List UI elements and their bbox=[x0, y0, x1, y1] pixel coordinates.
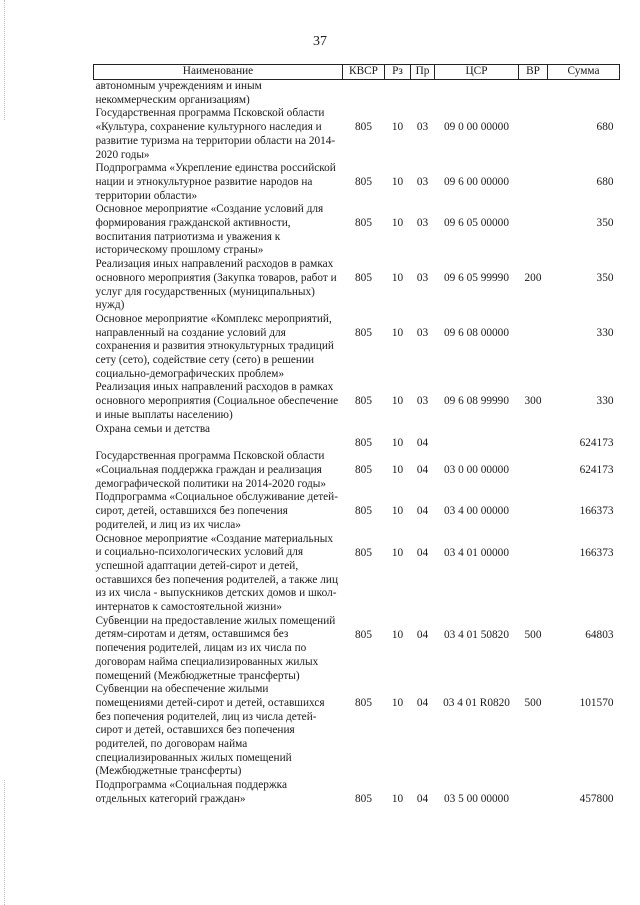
row-sum-cell: 624173 bbox=[579, 436, 614, 449]
row-pr-cell: 03 bbox=[416, 326, 429, 339]
row-sum-cell: 166373 bbox=[579, 505, 614, 518]
row-vr-cell: 500 bbox=[524, 628, 542, 641]
row-rz-cell: 10 bbox=[391, 436, 404, 449]
row-pr-cell: 04 bbox=[416, 697, 429, 710]
row-rz-cell: 10 bbox=[391, 272, 404, 285]
table-row bbox=[94, 313, 620, 382]
row-vr-cell: 500 bbox=[524, 697, 542, 710]
table-row bbox=[94, 450, 620, 491]
row-sum-cell bbox=[548, 80, 620, 108]
row-sum-cell: 330 bbox=[596, 395, 614, 408]
row-csr-cell: 09 6 05 00000 bbox=[444, 217, 509, 230]
row-name-cell: Реализация иных направлений расходов в рамках основного мероприятия (Социальное обеспечение и иные выплаты населению) bbox=[95, 381, 339, 421]
table-row bbox=[94, 107, 620, 162]
row-kvsr-cell: 805 bbox=[355, 272, 372, 285]
table-row bbox=[94, 533, 620, 615]
row-pr-cell: 03 bbox=[416, 176, 429, 189]
row-kvsr-cell: 805 bbox=[355, 217, 372, 230]
table-header-row bbox=[94, 65, 620, 80]
row-vr-cell: 200 bbox=[524, 272, 542, 285]
row-kvsr-cell: 805 bbox=[355, 121, 372, 134]
header-sum: Сумма bbox=[548, 65, 620, 80]
row-csr-cell: 03 0 00 00000 bbox=[444, 464, 509, 477]
header-csr: ЦСР bbox=[435, 65, 519, 80]
table-row bbox=[94, 80, 620, 108]
row-sum-cell: 350 bbox=[596, 272, 614, 285]
row-csr-cell: 09 6 05 99990 bbox=[444, 272, 509, 285]
row-csr-cell: 03 5 00 00000 bbox=[444, 793, 509, 806]
row-name-cell: Основное мероприятие «Создание условий для формирования гражданской активности, воспитания патриотизма и уважения к историческому прошлому страны» bbox=[95, 203, 324, 257]
row-kvsr-cell: 805 bbox=[355, 326, 372, 339]
row-vr-cell bbox=[519, 107, 548, 162]
page-number: 37 bbox=[313, 34, 327, 49]
row-sum-cell: 64803 bbox=[585, 628, 614, 641]
row-rz-cell: 10 bbox=[391, 793, 404, 806]
row-rz-cell: 10 bbox=[391, 121, 404, 134]
row-pr-cell: 04 bbox=[416, 464, 429, 477]
row-csr-cell bbox=[435, 80, 519, 108]
row-csr-cell: 09 0 00 00000 bbox=[444, 121, 509, 134]
row-vr-cell bbox=[519, 423, 548, 451]
row-rz-cell: 10 bbox=[391, 505, 404, 518]
row-pr-cell: 04 bbox=[416, 436, 429, 449]
row-name-cell: Охрана семьи и детства bbox=[95, 422, 211, 435]
row-pr-cell: 03 bbox=[416, 121, 429, 134]
row-name-cell: Реализация иных направлений расходов в рамках основного мероприятия (Закупка товаров, работ и услуг для государственных (муниципальных) нужд) bbox=[95, 258, 337, 312]
table-row bbox=[94, 491, 620, 532]
table-row bbox=[94, 258, 620, 313]
table-row bbox=[94, 615, 620, 684]
table-row bbox=[94, 162, 620, 203]
row-sum-cell: 457800 bbox=[579, 793, 614, 806]
row-kvsr-cell: 805 bbox=[355, 436, 372, 449]
row-rz-cell: 10 bbox=[391, 395, 404, 408]
row-csr-cell bbox=[435, 423, 519, 451]
row-vr-cell bbox=[519, 80, 548, 108]
row-sum-cell: 350 bbox=[596, 217, 614, 230]
header-vr: ВР bbox=[519, 65, 548, 80]
row-rz-cell: 10 bbox=[391, 217, 404, 230]
row-rz-cell: 10 bbox=[391, 176, 404, 189]
row-kvsr-cell: 805 bbox=[355, 395, 372, 408]
row-vr-cell bbox=[519, 313, 548, 382]
header-name: Наименование bbox=[94, 65, 343, 80]
table-row bbox=[94, 779, 620, 807]
row-kvsr-cell: 805 bbox=[355, 697, 372, 710]
row-rz-cell bbox=[385, 80, 411, 108]
row-kvsr-cell: 805 bbox=[355, 628, 372, 641]
row-name-cell: Подпрограмма «Укрепление единства российской нации и этнокультурное развитие народов на территории области» bbox=[95, 162, 336, 202]
row-rz-cell: 10 bbox=[391, 546, 404, 559]
row-pr-cell: 03 bbox=[416, 272, 429, 285]
row-vr-cell bbox=[519, 162, 548, 203]
row-kvsr-cell: 805 bbox=[355, 176, 372, 189]
row-rz-cell: 10 bbox=[391, 326, 404, 339]
row-sum-cell: 166373 bbox=[579, 546, 614, 559]
row-name-cell: Субвенции на обеспечение жилыми помещениями детей-сирот и детей, оставшихся без попечения родителей, лиц из числа детей-сирот и детей, оставшихся без попечения родителей, по договорам найма специализированных жилых помещений (Межбюджетные трансферты) bbox=[95, 683, 325, 778]
table-row bbox=[94, 203, 620, 258]
row-kvsr-cell: 805 bbox=[355, 546, 372, 559]
header-kvsr: КВСР bbox=[343, 65, 385, 80]
row-csr-cell: 09 6 00 00000 bbox=[444, 176, 509, 189]
row-vr-cell bbox=[519, 491, 548, 532]
row-vr-cell bbox=[519, 779, 548, 807]
row-rz-cell: 10 bbox=[391, 628, 404, 641]
row-kvsr-cell bbox=[343, 80, 385, 108]
scan-edge-mark bbox=[4, 780, 6, 905]
row-name-cell: Подпрограмма «Социальная поддержка отдельных категорий граждан» bbox=[95, 779, 287, 805]
row-rz-cell: 10 bbox=[391, 697, 404, 710]
header-rz: Рз bbox=[385, 65, 411, 80]
row-sum-cell: 680 bbox=[596, 121, 614, 134]
row-csr-cell: 03 4 01 00000 bbox=[444, 546, 509, 559]
row-name-cell: Подпрограмма «Социальное обслуживание детей-сирот, детей, оставшихся без попечения родителей, и лиц из их числа» bbox=[95, 491, 338, 531]
row-sum-cell: 624173 bbox=[579, 464, 614, 477]
row-name-cell: Государственная программа Псковской области «Культура, сохранение культурного наследия и развитие туризма на территории области на 2014-2020 годы» bbox=[95, 107, 336, 161]
row-pr-cell: 04 bbox=[416, 793, 429, 806]
row-pr-cell: 04 bbox=[416, 546, 429, 559]
row-sum-cell: 330 bbox=[596, 326, 614, 339]
row-name-cell: автономным учреждениям и иным некоммерческим организациям) bbox=[95, 80, 262, 106]
row-vr-cell: 300 bbox=[524, 395, 542, 408]
row-rz-cell: 10 bbox=[391, 464, 404, 477]
row-sum-cell: 680 bbox=[596, 176, 614, 189]
row-csr-cell: 09 6 08 00000 bbox=[444, 326, 509, 339]
row-pr-cell: 04 bbox=[416, 505, 429, 518]
row-sum-cell: 101570 bbox=[579, 697, 614, 710]
table-body bbox=[94, 80, 620, 807]
table-row bbox=[94, 381, 620, 422]
row-kvsr-cell: 805 bbox=[355, 793, 372, 806]
row-pr-cell: 03 bbox=[416, 217, 429, 230]
scan-edge-mark bbox=[4, 0, 6, 120]
row-vr-cell bbox=[519, 203, 548, 258]
row-csr-cell: 09 6 08 99990 bbox=[444, 395, 509, 408]
row-name-cell: Государственная программа Псковской области «Социальная поддержка граждан и реализация демографической политики на 2014-2020 годы» bbox=[95, 450, 327, 490]
row-name-cell: Субвенции на предоставление жилых помещений детям-сиротам и детям, оставшимся без попечения родителей, лицам из их числа по договорам найма специализированных жилых помещений (Межбюджетные трансферты) bbox=[95, 614, 336, 682]
table-row bbox=[94, 683, 620, 779]
row-name-cell: Основное мероприятие «Создание материальных и социально-психологических условий для успешной адаптации детей-сирот и детей, оставшихся без попечения родителей, а также лиц из их числа - выпускников детских домов и школ-интернатов к самостоятельной жизни» bbox=[95, 532, 338, 614]
row-vr-cell bbox=[519, 533, 548, 615]
row-csr-cell: 03 4 01 50820 bbox=[444, 628, 509, 641]
row-csr-cell: 03 4 01 R0820 bbox=[443, 697, 510, 710]
row-name-cell: Основное мероприятие «Комплекс мероприятий, направленный на создание условий для сохранения и развития этнокультурных традиций сету (сето), содействие сету (сето) в решении социально-демографических проблем» bbox=[95, 312, 334, 380]
row-pr-cell bbox=[411, 80, 435, 108]
row-pr-cell: 04 bbox=[416, 628, 429, 641]
row-vr-cell bbox=[519, 450, 548, 491]
table-row bbox=[94, 423, 620, 451]
header-pr: Пр bbox=[411, 65, 435, 80]
row-pr-cell: 03 bbox=[416, 395, 429, 408]
budget-table bbox=[93, 64, 620, 807]
row-kvsr-cell: 805 bbox=[355, 464, 372, 477]
row-kvsr-cell: 805 bbox=[355, 505, 372, 518]
row-csr-cell: 03 4 00 00000 bbox=[444, 505, 509, 518]
